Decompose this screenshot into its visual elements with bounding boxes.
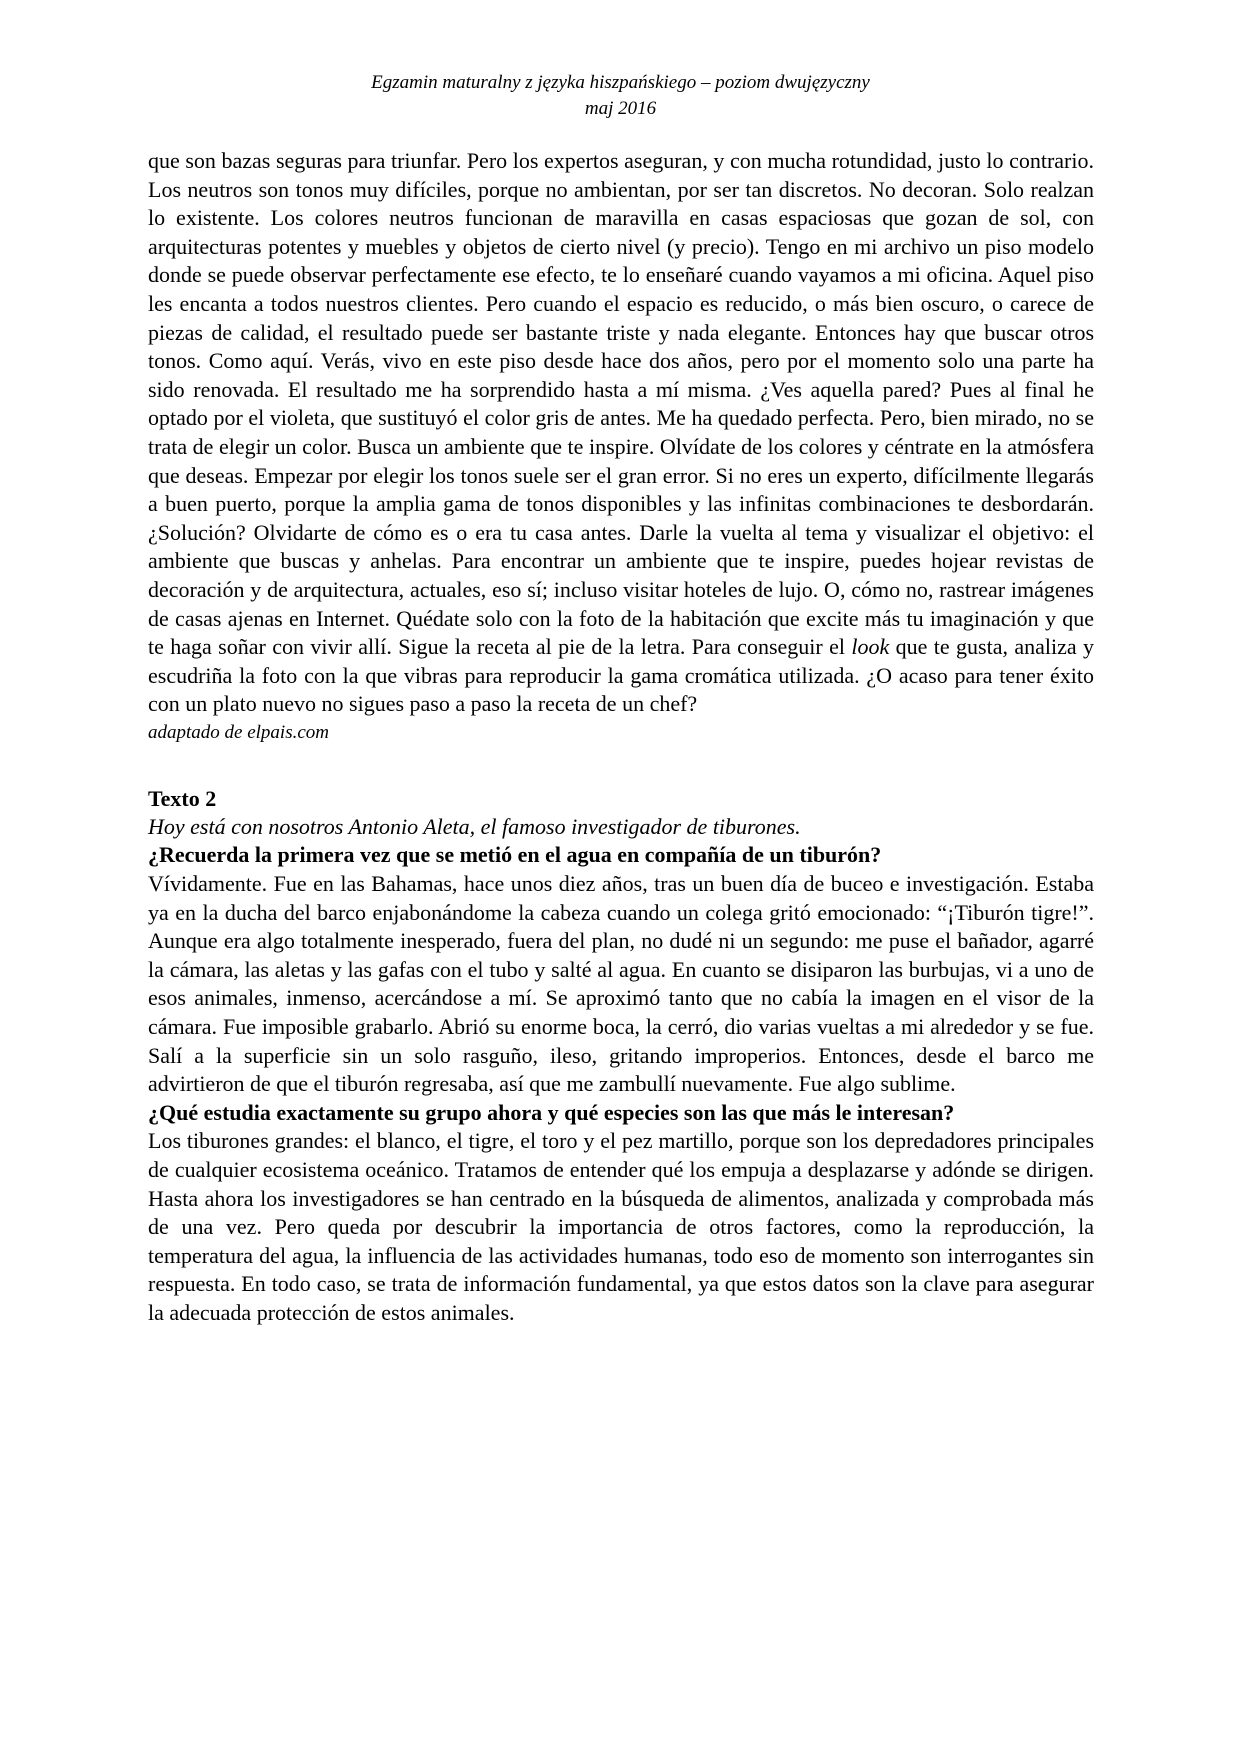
text1-paragraph-part-a: que son bazas seguras para triunfar. Pero los expertos aseguran, y con mucha rotundidad, justo lo contrario. Los neutros son tonos muy difíciles, porque no ambientan, por ser tan discretos. No decoran. Solo realzan lo existente. Los colores neutros funcionan de maravilla en casas espaciosas que gozan de sol, con arquitecturas potentes y muebles y objetos de cierto nivel (y precio). Tengo en mi archivo un piso modelo donde se puede observar perfectamente ese efecto, te lo enseñaré cuando vayamos a mi oficina. Aquel piso les encanta a todos nuestros clientes. Pero cuando el espacio es reducido, o más bien oscuro, o carece de piezas de calidad, el resultado puede ser bastante triste y nada elegante. Entonces hay que buscar otros tonos. Como aquí. Verás, vivo en este piso desde hace dos años, pero por el momento solo una parte ha sido renovada. El resultado me ha sorprendido hasta a mí misma. ¿Ves aquella pared? Pues al final he optado por el violeta, que sustituyó el color gris de antes. Me ha quedado perfecta. Pero, bien mirado, no se trata de elegir un color. Busca un ambiente que te inspire. Olvídate de los colores y céntrate en la atmósfera que deseas. Empezar por elegir los tonos suele ser el gran error. Si no eres un experto, difícilmente llegarás a buen puerto, porque la amplia gama de tonos disponibles y las infinitas combinaciones te desbordarán. ¿Solución? Olvidarte de cómo es o era tu casa antes. Darle la vuelta al tema y visualizar el objetivo: el ambiente que buscas y anhelas. Para encontrar un ambiente que te inspire, puedes hojear revistas de decoración y de arquitectura, actuales, eso sí; incluso visitar hoteles de lujo. O, cómo no, rastrear imágenes de casas ajenas en Internet. Quédate solo con la foto de la habitación que excite más tu imaginación y que te haga soñar con vivir allí. Sigue la receta al pie de la letra. Para conseguir el xyxy=(148,148,1094,660)
text2-answer-2: Los tiburones grandes: el blanco, el tigre, el toro y el pez martillo, porque son los depredadores principales de cualquier ecosistema oceánico. Tratamos de entender qué los empuja a desplazarse y adónde se dirigen. Hasta ahora los investigadores se han centrado en la búsqueda de alimentos, analizada y comprobada más de una vez. Pero queda por descubrir la importancia de otros factores, como la reproducción, la temperatura del agua, la influencia de las actividades humanas, todo eso de momento son interrogantes sin respuesta. En todo caso, se trata de información fundamental, ya que estos datos son la clave para asegurar la adecuada protección de estos animales. xyxy=(148,1128,1094,1325)
text1-look-word: look xyxy=(851,634,890,660)
text1-paragraph-part-b: que te gusta, analiza y escudriña la foto con la que vibras para reproducir la gama cromática utilizada. ¿O acaso para tener éxito con un plato nuevo no sigues paso a paso la receta de un chef? xyxy=(148,634,1095,717)
text2-question-2: ¿Qué estudia exactamente su grupo ahora y qué especies son las que más le interesan? xyxy=(148,1099,955,1125)
header-exam-date: maj 2016 xyxy=(584,98,657,119)
text2-title: Texto 2 xyxy=(148,785,217,811)
header-exam-title: Egzamin maturalny z języka hiszpańskiego – poziom dwujęzyczny xyxy=(371,72,870,93)
text1-source: adaptado de elpais.com xyxy=(148,721,330,743)
page-header xyxy=(0,70,1241,122)
text2-intro: Hoy está con nosotros Antonio Aleta, el famoso investigador de tiburones. xyxy=(148,813,801,839)
page-content xyxy=(148,147,1094,1328)
text1-paragraph xyxy=(148,147,1094,719)
text2-answer-1: Vívidamente. Fue en las Bahamas, hace unos diez años, tras un buen día de buceo e investigación. Estaba ya en la ducha del barco enjabonándome la cabeza cuando un colega gritó emocionado: “¡Tiburón tigre!”. Aunque era algo totalmente inesperado, fuera del plan, no dudé ni un segundo: me puse el bañador, agarré la cámara, las aletas y las gafas con el tubo y salté al agua. En cuanto se disiparon las burbujas, vi a uno de esos animales, inmenso, acercándose a mí. Se aproximó tanto que no cabía la imagen en el visor de la cámara. Fue imposible grabarlo. Abrió su enorme boca, la cerró, dio varias vueltas a mi alrededor y se fue. Salí a la superficie sin un solo rasguño, ileso, gritando improperios. Entonces, desde el barco me advirtieron de que el tiburón regresaba, así que me zambullí nuevamente. Fue algo sublime. xyxy=(148,871,1094,1097)
text2-question-1: ¿Recuerda la primera vez que se metió en el agua en compañía de un tiburón? xyxy=(148,842,882,868)
